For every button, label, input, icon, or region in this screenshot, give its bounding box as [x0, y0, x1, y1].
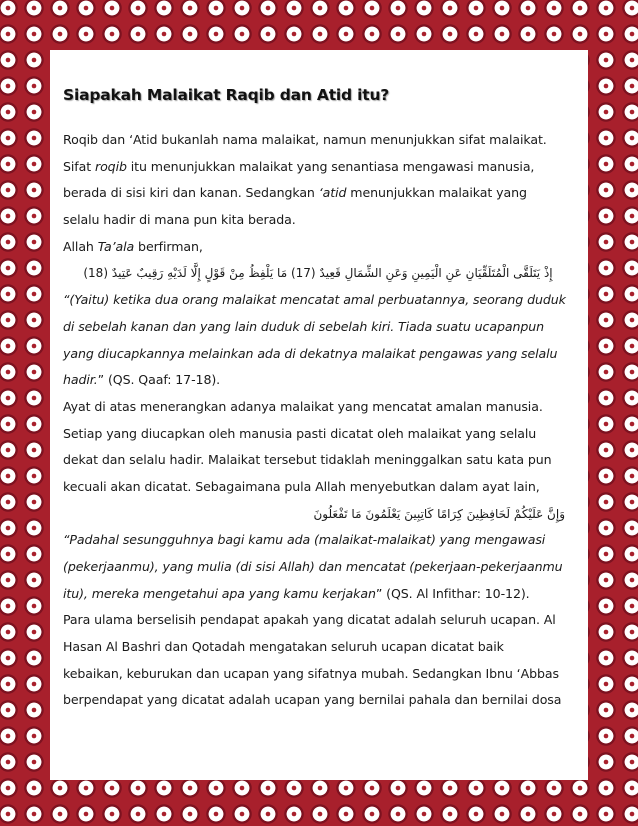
article-body — [63, 127, 573, 714]
paragraph-line: selalu hadir di mana pun kita berada. — [63, 212, 296, 228]
text-run: hadir. — [63, 372, 98, 388]
paragraph-line: berpendapat yang dicatat adalah ucapan yang bernilai pahala dan bernilai dosa — [63, 692, 562, 708]
paragraph-line: Hasan Al Bashri dan Qotadah mengatakan seluruh ucapan dicatat baik — [63, 639, 504, 655]
italic-term-atid: ‘atid — [318, 185, 347, 201]
translation-line: yang diucapkannya melainkan ada di dekatnya malaikat pengawas yang selalu — [63, 345, 558, 361]
text-run: itu menunjukkan malaikat yang senantiasa mengawasi manusia, — [126, 158, 535, 174]
paragraph-line — [63, 234, 573, 261]
paragraph-line: kecuali akan dicatat. Sebagaimana pula Allah menyebutkan dalam ayat lain, — [63, 478, 540, 494]
article-title: Siapakah Malaikat Raqib dan Atid itu? — [63, 86, 390, 104]
translation-line — [63, 367, 573, 394]
translation-line: “(Yaitu) ketika dua orang malaikat mencatat amal perbuatannya, seorang duduk — [63, 292, 566, 308]
citation-reference: ” (QS. Al Infithar: 10-12). — [375, 585, 530, 601]
paragraph-line: Para ulama berselisih pendapat apakah yang dicatat adalah seluruh ucapan. Al — [63, 612, 556, 628]
translation-line: di sebelah kanan dan yang lain duduk di sebelah kiri. Tiada suatu ucapanpun — [63, 318, 545, 334]
paragraph-line: Roqib dan ‘Atid bukanlah nama malaikat, namun menunjukkan sifat malaikat. — [63, 132, 547, 147]
text-run: berada di sisi kiri dan kanan. Sedangkan — [63, 185, 319, 201]
text-run: itu), mereka mengetahui apa yang kamu kerjakan — [63, 585, 376, 601]
paragraph-line: Setiap yang diucapkan oleh manusia pasti dicatat oleh malaikat yang selalu — [63, 425, 537, 441]
paragraph-line — [63, 154, 573, 181]
paragraph-line: dekat dan selalu hadir. Malaikat tersebut tidaklah meninggalkan satu kata pun — [63, 452, 552, 468]
translation-line — [63, 581, 573, 608]
translation-line: “Padahal sesungguhnya bagi kamu ada (malaikat-malaikat) yang mengawasi — [63, 532, 546, 548]
text-run: berfirman, — [134, 238, 203, 254]
italic-term-taala: Ta’ala — [97, 238, 135, 254]
quran-verse-qaaf: إِذْ يَتَلَقَّى الْمُتَلَقِّيَانِ عَنِ الْيَمِينِ وَعَنِ الشِّمَالِ قَعِيدٌ (17) مَا يَلْفِظُ مِنْ قَوْلٍ إِلَّا لَدَيْهِ رَقِيبٌ عَتِيدٌ (18) — [83, 266, 553, 281]
text-run: Allah — [63, 238, 98, 254]
document-page — [50, 50, 588, 780]
text-run: Sifat — [63, 158, 95, 174]
quran-verse-infithar: وَإِنَّ عَلَيْكُمْ لَحَافِظِينَ كِرَامًا كَاتِبِينَ يَعْلَمُونَ مَا تَفْعَلُونَ — [313, 506, 565, 521]
citation-reference: ” (QS. Qaaf: 17-18). — [97, 372, 221, 388]
paragraph-line: kebaikan, keburukan dan ucapan yang sifatnya mubah. Sedangkan Ibnu ‘Abbas — [63, 665, 559, 681]
text-run: menunjukkan malaikat yang — [346, 185, 527, 201]
paragraph-line — [63, 180, 573, 207]
italic-term-roqib: roqib — [95, 158, 127, 174]
translation-line: (pekerjaanmu), yang mulia (di sisi Allah) dan mencatat (pekerjaan-pekerjaanmu — [63, 559, 563, 574]
paragraph-line: Ayat di atas menerangkan adanya malaikat yang mencatat amalan manusia. — [63, 398, 543, 414]
